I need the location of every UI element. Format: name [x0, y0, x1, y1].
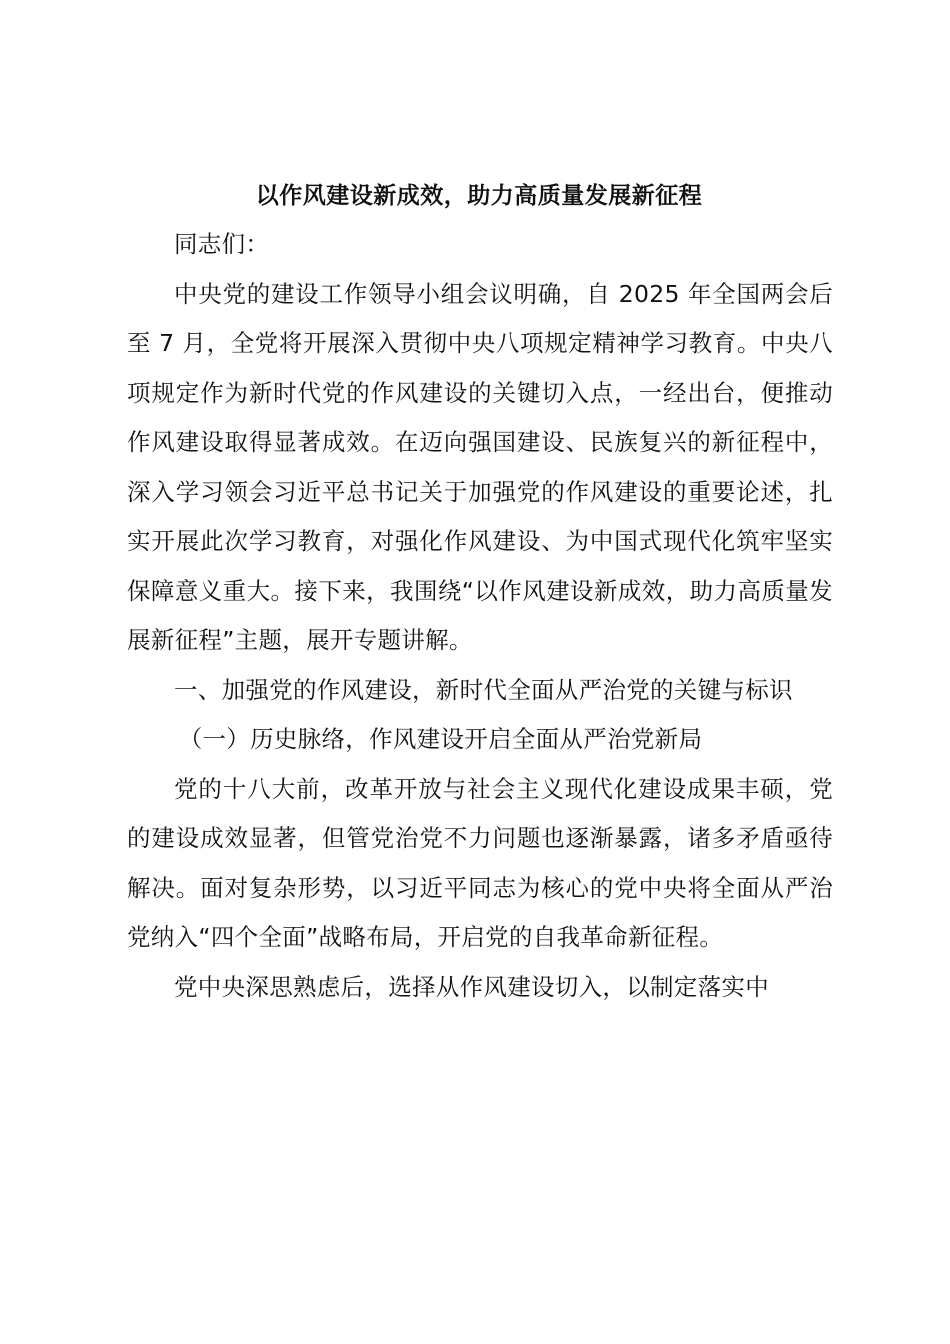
document-title: 以作风建设新成效，助力高质量发展新征程: [255, 183, 703, 209]
section-heading-1: 一、加强党的作风建设，新时代全面从严治党的关键与标识: [174, 675, 793, 704]
document-body: [127, 220, 833, 1012]
paragraph-history: 党的十八大前，改革开放与社会主义现代化建设成果丰硕，党的建设成效显著，但管党治党不力问题也逐渐暴露，诸多矛盾亟待解决。面对复杂形势，以习近平同志为核心的党中央将全面从严治党纳入“四个全面”战略布局，开启党的自我革命新征程。: [127, 774, 833, 951]
salutation: 同志们：: [174, 230, 270, 258]
subsection-heading-1: （一）历史脉络，作风建设开启全面从严治党新局: [178, 725, 703, 753]
paragraph-continued: 党中央深思熟虑后，选择从作风建设切入，以制定落实中: [174, 972, 769, 1001]
paragraph-intro: 中央党的建设工作领导小组会议明确，自 2025 年全国两会后至 7 月，全党将开展深入贯彻中央八项规定精神学习教育。中央八项规定作为新时代党的作风建设的关键切入点，一经出台，便推动作风建设取得显著成效。在迈向强国建设、民族复兴的新征程中，深入学习领会习近平总书记关于加强党的作风建设的重要论述，扎实开展此次学习教育，对强化作风建设、为中国式现代化筑牢坚实保障意义重大。接下来，我围绕“以作风建设新成效，助力高质量发展新征程”主题，展开专题讲解。: [127, 279, 833, 654]
